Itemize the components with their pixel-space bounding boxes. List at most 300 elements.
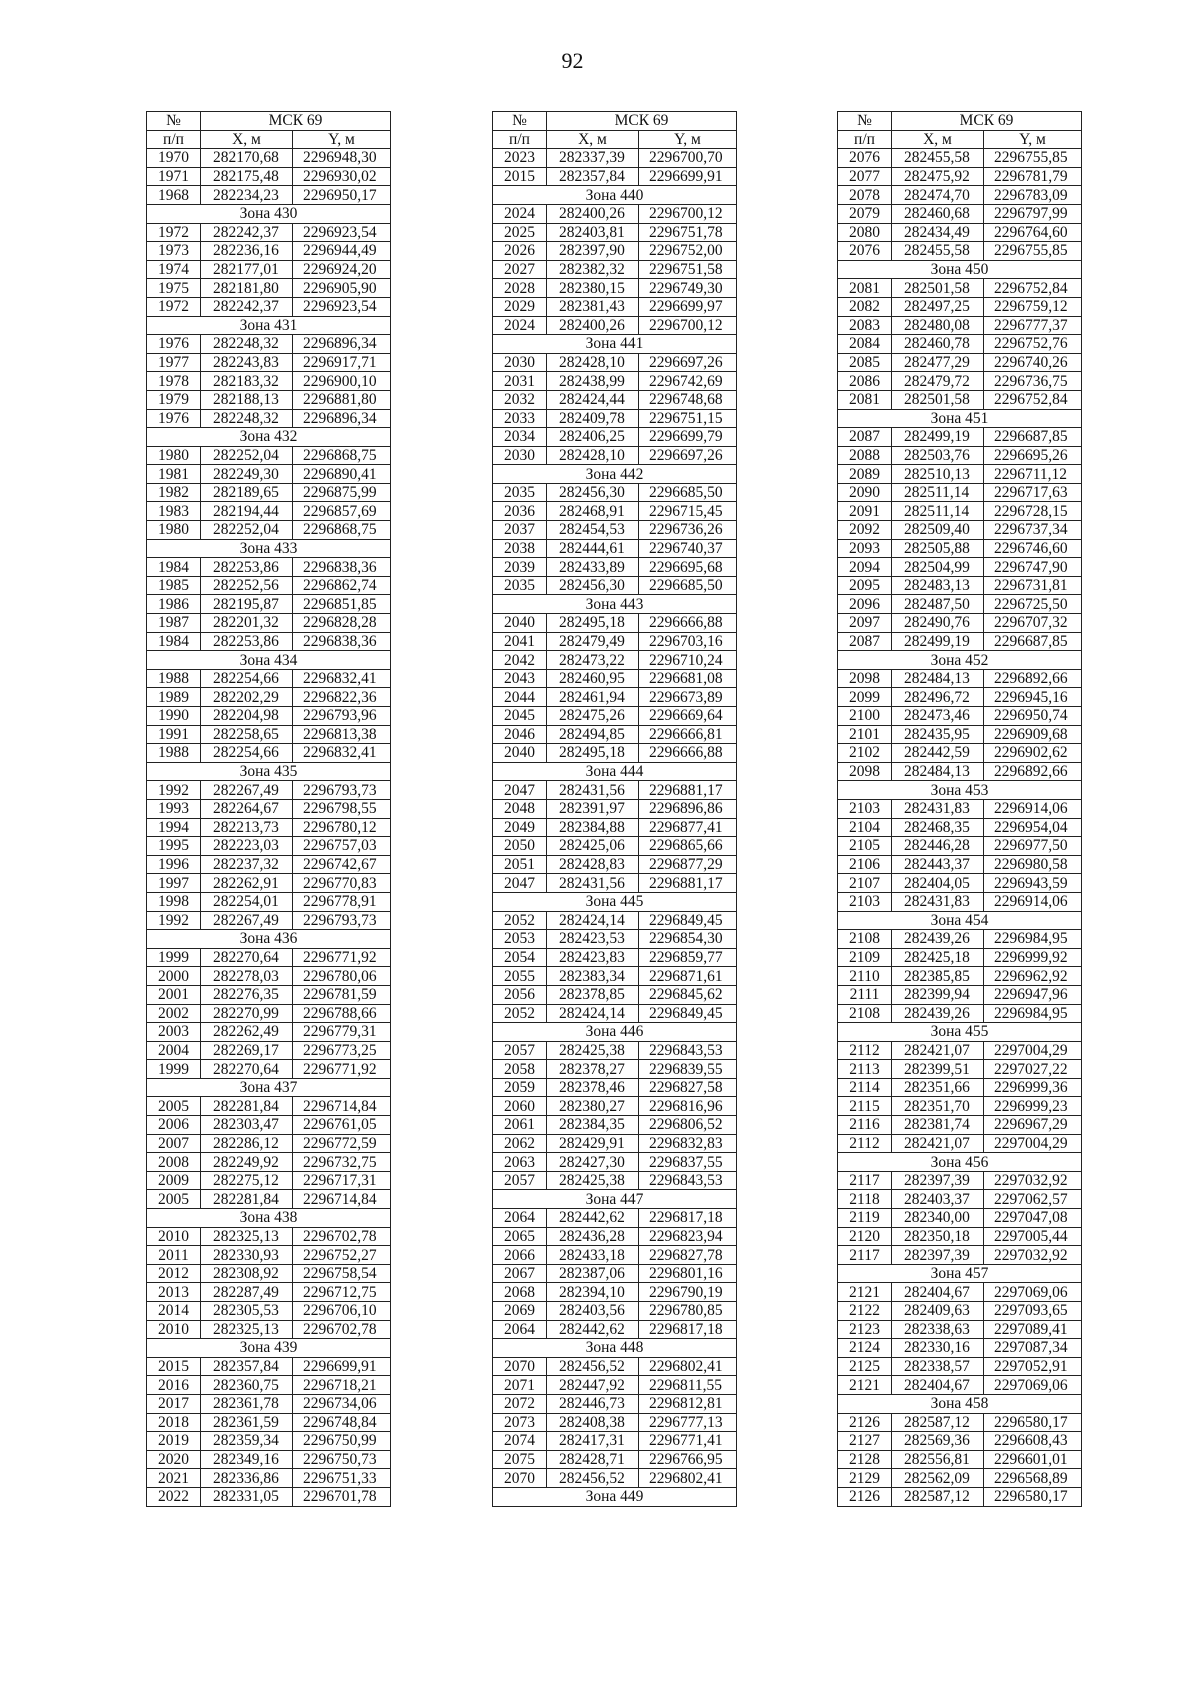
point-number: 1983 <box>147 502 201 521</box>
y-coordinate: 2296790,19 <box>639 1283 737 1302</box>
table-row <box>147 1004 391 1023</box>
x-coordinate: 282468,35 <box>892 818 984 837</box>
table-row <box>838 316 1082 335</box>
y-coordinate: 2296871,61 <box>639 967 737 986</box>
y-coordinate: 2296849,45 <box>639 911 737 930</box>
point-number: 2055 <box>493 967 547 986</box>
table-row <box>838 149 1082 168</box>
x-coordinate: 282336,86 <box>201 1469 293 1488</box>
point-number: 2045 <box>493 707 547 726</box>
table-row <box>493 1264 737 1283</box>
table-row <box>838 204 1082 223</box>
point-number: 2102 <box>838 744 892 763</box>
table-row <box>838 1413 1082 1432</box>
x-coordinate: 282424,44 <box>547 390 639 409</box>
point-number: 1994 <box>147 818 201 837</box>
table-row <box>838 632 1082 651</box>
table-row <box>493 855 737 874</box>
point-number: 2064 <box>493 1320 547 1339</box>
point-number: 2123 <box>838 1320 892 1339</box>
point-number: 2012 <box>147 1264 201 1283</box>
table-row <box>147 1116 391 1135</box>
table-row <box>838 1004 1082 1023</box>
point-number: 2035 <box>493 576 547 595</box>
table-row <box>493 204 737 223</box>
point-number: 2035 <box>493 483 547 502</box>
y-coordinate: 2296781,79 <box>984 167 1082 186</box>
point-number: 2092 <box>838 521 892 540</box>
table-row <box>838 614 1082 633</box>
y-coordinate: 2296746,60 <box>984 539 1082 558</box>
point-number: 1992 <box>147 911 201 930</box>
y-coordinate: 2296923,54 <box>293 297 391 316</box>
x-coordinate: 282350,18 <box>892 1227 984 1246</box>
zone-header-row <box>147 539 391 558</box>
point-number: 2054 <box>493 948 547 967</box>
point-number: 2115 <box>838 1097 892 1116</box>
point-number: 1988 <box>147 669 201 688</box>
table-row <box>147 892 391 911</box>
zone-label: Зона 430 <box>147 204 391 223</box>
zone-label: Зона 455 <box>838 1023 1082 1042</box>
header-num-pp: п/п <box>838 130 892 149</box>
x-coordinate: 282201,32 <box>201 614 293 633</box>
zone-header-row <box>493 595 737 614</box>
x-coordinate: 282361,59 <box>201 1413 293 1432</box>
x-coordinate: 282484,13 <box>892 669 984 688</box>
y-coordinate: 2296811,55 <box>639 1376 737 1395</box>
table-row <box>147 967 391 986</box>
y-coordinate: 2296766,95 <box>639 1450 737 1469</box>
x-coordinate: 282404,67 <box>892 1376 984 1395</box>
header-msk: МСК 69 <box>201 112 391 131</box>
table-row <box>147 725 391 744</box>
point-number: 1978 <box>147 372 201 391</box>
y-coordinate: 2296962,92 <box>984 967 1082 986</box>
x-coordinate: 282308,92 <box>201 1264 293 1283</box>
x-coordinate: 282496,72 <box>892 688 984 707</box>
x-coordinate: 282569,36 <box>892 1432 984 1451</box>
x-coordinate: 282237,32 <box>201 855 293 874</box>
x-coordinate: 282262,49 <box>201 1023 293 1042</box>
table-row <box>838 818 1082 837</box>
point-number: 2081 <box>838 390 892 409</box>
y-coordinate: 2296780,85 <box>639 1302 737 1321</box>
point-number: 2041 <box>493 632 547 651</box>
x-coordinate: 282189,65 <box>201 483 293 502</box>
point-number: 2126 <box>838 1487 892 1506</box>
y-coordinate: 2296859,77 <box>639 948 737 967</box>
table-row <box>838 669 1082 688</box>
y-coordinate: 2296736,75 <box>984 372 1082 391</box>
table-row <box>838 1097 1082 1116</box>
y-coordinate: 2296947,96 <box>984 985 1082 1004</box>
y-coordinate: 2296752,84 <box>984 279 1082 298</box>
x-coordinate: 282275,12 <box>201 1171 293 1190</box>
table-row <box>838 502 1082 521</box>
y-coordinate: 2296827,78 <box>639 1246 737 1265</box>
table-row <box>147 799 391 818</box>
y-coordinate: 2296742,69 <box>639 372 737 391</box>
y-coordinate: 2296838,36 <box>293 558 391 577</box>
y-coordinate: 2296788,66 <box>293 1004 391 1023</box>
x-coordinate: 282243,83 <box>201 353 293 372</box>
x-coordinate: 282403,37 <box>892 1190 984 1209</box>
y-coordinate: 2296923,54 <box>293 223 391 242</box>
y-coordinate: 2296707,32 <box>984 614 1082 633</box>
table-row <box>147 1432 391 1451</box>
y-coordinate: 2296757,03 <box>293 837 391 856</box>
y-coordinate: 2296718,21 <box>293 1376 391 1395</box>
y-coordinate: 2296930,02 <box>293 167 391 186</box>
y-coordinate: 2296881,17 <box>639 874 737 893</box>
x-coordinate: 282181,80 <box>201 279 293 298</box>
point-number: 2098 <box>838 762 892 781</box>
x-coordinate: 282387,06 <box>547 1264 639 1283</box>
x-coordinate: 282406,25 <box>547 428 639 447</box>
x-coordinate: 282447,92 <box>547 1376 639 1395</box>
x-coordinate: 282431,56 <box>547 781 639 800</box>
point-number: 2074 <box>493 1432 547 1451</box>
x-coordinate: 282439,26 <box>892 930 984 949</box>
point-number: 2051 <box>493 855 547 874</box>
y-coordinate: 2296865,66 <box>639 837 737 856</box>
table-row <box>147 1246 391 1265</box>
header-num-pp: п/п <box>147 130 201 149</box>
table-row <box>493 614 737 633</box>
y-coordinate: 2296780,12 <box>293 818 391 837</box>
table-row <box>147 167 391 186</box>
y-coordinate: 2296666,81 <box>639 725 737 744</box>
y-coordinate: 2296712,75 <box>293 1283 391 1302</box>
y-coordinate: 2296822,36 <box>293 688 391 707</box>
point-number: 2040 <box>493 614 547 633</box>
y-coordinate: 2296909,68 <box>984 725 1082 744</box>
table-row <box>838 242 1082 261</box>
point-number: 2003 <box>147 1023 201 1042</box>
y-coordinate: 2296725,50 <box>984 595 1082 614</box>
zone-header-row <box>838 260 1082 279</box>
table-row <box>493 353 737 372</box>
x-coordinate: 282269,17 <box>201 1041 293 1060</box>
table-row <box>838 1190 1082 1209</box>
x-coordinate: 282281,84 <box>201 1190 293 1209</box>
table-row <box>838 353 1082 372</box>
y-coordinate: 2296802,41 <box>639 1357 737 1376</box>
x-coordinate: 282325,13 <box>201 1227 293 1246</box>
x-coordinate: 282404,67 <box>892 1283 984 1302</box>
zone-header-row <box>838 1264 1082 1283</box>
y-coordinate: 2296868,75 <box>293 521 391 540</box>
x-coordinate: 282202,29 <box>201 688 293 707</box>
y-coordinate: 2296706,10 <box>293 1302 391 1321</box>
y-coordinate: 2296717,31 <box>293 1171 391 1190</box>
point-number: 2082 <box>838 297 892 316</box>
y-coordinate: 2296666,88 <box>639 744 737 763</box>
x-coordinate: 282439,26 <box>892 1004 984 1023</box>
y-coordinate: 2296685,50 <box>639 483 737 502</box>
y-coordinate: 2296905,90 <box>293 279 391 298</box>
y-coordinate: 2297093,65 <box>984 1302 1082 1321</box>
table-row <box>838 595 1082 614</box>
y-coordinate: 2296717,63 <box>984 483 1082 502</box>
y-coordinate: 2296687,85 <box>984 428 1082 447</box>
table-row <box>147 688 391 707</box>
table-row <box>147 837 391 856</box>
point-number: 2064 <box>493 1209 547 1228</box>
y-coordinate: 2297027,22 <box>984 1060 1082 1079</box>
table-row <box>493 316 737 335</box>
y-coordinate: 2296758,54 <box>293 1264 391 1283</box>
y-coordinate: 2296772,59 <box>293 1134 391 1153</box>
y-coordinate: 2296695,68 <box>639 558 737 577</box>
point-number: 2031 <box>493 372 547 391</box>
point-number: 2104 <box>838 818 892 837</box>
x-coordinate: 282249,92 <box>201 1153 293 1172</box>
table-row <box>838 1227 1082 1246</box>
table-row <box>838 1060 1082 1079</box>
point-number: 2052 <box>493 1004 547 1023</box>
zone-label: Зона 439 <box>147 1339 391 1358</box>
point-number: 2048 <box>493 799 547 818</box>
table-row <box>147 409 391 428</box>
point-number: 2036 <box>493 502 547 521</box>
table-row <box>838 446 1082 465</box>
x-coordinate: 282234,23 <box>201 186 293 205</box>
zone-header-row <box>493 1190 737 1209</box>
x-coordinate: 282477,29 <box>892 353 984 372</box>
y-coordinate: 2296770,83 <box>293 874 391 893</box>
table-row <box>493 1302 737 1321</box>
y-coordinate: 2296868,75 <box>293 446 391 465</box>
table-row <box>493 1432 737 1451</box>
table-row <box>147 558 391 577</box>
y-coordinate: 2296781,59 <box>293 985 391 1004</box>
y-coordinate: 2296984,95 <box>984 930 1082 949</box>
table-row <box>493 1320 737 1339</box>
table-row <box>838 521 1082 540</box>
zone-label: Зона 436 <box>147 930 391 949</box>
point-number: 2028 <box>493 279 547 298</box>
zone-header-row <box>493 465 737 484</box>
y-coordinate: 2296950,74 <box>984 707 1082 726</box>
x-coordinate: 282267,49 <box>201 911 293 930</box>
x-coordinate: 282499,19 <box>892 428 984 447</box>
x-coordinate: 282383,34 <box>547 967 639 986</box>
y-coordinate: 2296755,85 <box>984 242 1082 261</box>
x-coordinate: 282501,58 <box>892 390 984 409</box>
x-coordinate: 282338,57 <box>892 1357 984 1376</box>
table-row <box>493 297 737 316</box>
zone-label: Зона 442 <box>493 465 737 484</box>
x-coordinate: 282384,35 <box>547 1116 639 1135</box>
point-number: 2047 <box>493 874 547 893</box>
x-coordinate: 282403,56 <box>547 1302 639 1321</box>
table-row <box>838 1357 1082 1376</box>
table-row <box>147 744 391 763</box>
point-number: 2126 <box>838 1413 892 1432</box>
point-number: 1981 <box>147 465 201 484</box>
x-coordinate: 282442,62 <box>547 1320 639 1339</box>
y-coordinate: 2296914,06 <box>984 799 1082 818</box>
table-row <box>493 1246 737 1265</box>
point-number: 1982 <box>147 483 201 502</box>
y-coordinate: 2296568,89 <box>984 1469 1082 1488</box>
y-coordinate: 2296924,20 <box>293 260 391 279</box>
point-number: 2110 <box>838 967 892 986</box>
table-row <box>147 1302 391 1321</box>
point-number: 2014 <box>147 1302 201 1321</box>
point-number: 2007 <box>147 1134 201 1153</box>
y-coordinate: 2296759,12 <box>984 297 1082 316</box>
table-row <box>147 279 391 298</box>
point-number: 2070 <box>493 1357 547 1376</box>
point-number: 2066 <box>493 1246 547 1265</box>
x-coordinate: 282361,78 <box>201 1394 293 1413</box>
x-coordinate: 282188,13 <box>201 390 293 409</box>
table-row <box>147 1487 391 1506</box>
zone-header-row <box>147 930 391 949</box>
y-coordinate: 2296748,68 <box>639 390 737 409</box>
point-number: 2112 <box>838 1041 892 1060</box>
zone-header-row <box>838 651 1082 670</box>
point-number: 2040 <box>493 744 547 763</box>
zone-header-row <box>838 1153 1082 1172</box>
zone-label: Зона 457 <box>838 1264 1082 1283</box>
y-coordinate: 2296828,28 <box>293 614 391 633</box>
table-row <box>493 688 737 707</box>
x-coordinate: 282403,81 <box>547 223 639 242</box>
x-coordinate: 282399,51 <box>892 1060 984 1079</box>
table-row <box>838 558 1082 577</box>
point-number: 2070 <box>493 1469 547 1488</box>
point-number: 2005 <box>147 1097 201 1116</box>
x-coordinate: 282378,46 <box>547 1078 639 1097</box>
zone-header-row <box>147 428 391 447</box>
point-number: 2068 <box>493 1283 547 1302</box>
x-coordinate: 282400,26 <box>547 316 639 335</box>
x-coordinate: 282253,86 <box>201 632 293 651</box>
x-coordinate: 282351,66 <box>892 1078 984 1097</box>
table-row <box>147 502 391 521</box>
y-coordinate: 2297004,29 <box>984 1134 1082 1153</box>
x-coordinate: 282391,97 <box>547 799 639 818</box>
zone-label: Зона 448 <box>493 1339 737 1358</box>
point-number: 2113 <box>838 1060 892 1079</box>
zone-label: Зона 434 <box>147 651 391 670</box>
x-coordinate: 282330,93 <box>201 1246 293 1265</box>
zone-label: Зона 441 <box>493 335 737 354</box>
point-number: 2015 <box>147 1357 201 1376</box>
table-row <box>838 1283 1082 1302</box>
table-row <box>147 1357 391 1376</box>
y-coordinate: 2297052,91 <box>984 1357 1082 1376</box>
table-row <box>147 1413 391 1432</box>
table-row <box>147 1023 391 1042</box>
y-coordinate: 2296837,55 <box>639 1153 737 1172</box>
table-row <box>493 911 737 930</box>
y-coordinate: 2296700,12 <box>639 316 737 335</box>
zone-label: Зона 437 <box>147 1078 391 1097</box>
x-coordinate: 282497,25 <box>892 297 984 316</box>
point-number: 2108 <box>838 930 892 949</box>
y-coordinate: 2296710,24 <box>639 651 737 670</box>
x-coordinate: 282382,32 <box>547 260 639 279</box>
x-coordinate: 282195,87 <box>201 595 293 614</box>
point-number: 2129 <box>838 1469 892 1488</box>
y-coordinate: 2296685,50 <box>639 576 737 595</box>
zone-header-row <box>493 762 737 781</box>
table-row <box>838 297 1082 316</box>
x-coordinate: 282442,62 <box>547 1209 639 1228</box>
point-number: 2004 <box>147 1041 201 1060</box>
x-coordinate: 282385,85 <box>892 967 984 986</box>
table-row <box>493 167 737 186</box>
y-coordinate: 2296798,55 <box>293 799 391 818</box>
table-row <box>493 576 737 595</box>
zone-header-row <box>838 911 1082 930</box>
point-number: 1992 <box>147 781 201 800</box>
y-coordinate: 2296779,31 <box>293 1023 391 1042</box>
point-number: 2086 <box>838 372 892 391</box>
y-coordinate: 2296851,85 <box>293 595 391 614</box>
table-row <box>147 576 391 595</box>
x-coordinate: 282380,15 <box>547 279 639 298</box>
table-row <box>838 1469 1082 1488</box>
point-number: 1973 <box>147 242 201 261</box>
zone-label: Зона 431 <box>147 316 391 335</box>
point-number: 2013 <box>147 1283 201 1302</box>
point-number: 2072 <box>493 1394 547 1413</box>
point-number: 2075 <box>493 1450 547 1469</box>
x-coordinate: 282473,46 <box>892 707 984 726</box>
zone-label: Зона 446 <box>493 1023 737 1042</box>
table-row <box>493 1394 737 1413</box>
table-row <box>147 335 391 354</box>
x-coordinate: 282487,50 <box>892 595 984 614</box>
point-number: 1975 <box>147 279 201 298</box>
point-number: 2103 <box>838 799 892 818</box>
y-coordinate: 2296783,09 <box>984 186 1082 205</box>
table-row <box>838 1041 1082 1060</box>
table-row <box>147 1041 391 1060</box>
y-coordinate: 2296715,45 <box>639 502 737 521</box>
table-row <box>493 1078 737 1097</box>
point-number: 2108 <box>838 1004 892 1023</box>
table-row <box>493 1041 737 1060</box>
point-number: 1980 <box>147 521 201 540</box>
x-coordinate: 282511,14 <box>892 502 984 521</box>
point-number: 2078 <box>838 186 892 205</box>
point-number: 2037 <box>493 521 547 540</box>
y-coordinate: 2296750,99 <box>293 1432 391 1451</box>
y-coordinate: 2296601,01 <box>984 1450 1082 1469</box>
table-row <box>838 948 1082 967</box>
x-coordinate: 282424,14 <box>547 911 639 930</box>
point-number: 2009 <box>147 1171 201 1190</box>
point-number: 1970 <box>147 149 201 168</box>
point-number: 2016 <box>147 1376 201 1395</box>
table-row <box>147 1283 391 1302</box>
y-coordinate: 2297005,44 <box>984 1227 1082 1246</box>
point-number: 2077 <box>838 167 892 186</box>
point-number: 2089 <box>838 465 892 484</box>
x-coordinate: 282429,91 <box>547 1134 639 1153</box>
x-coordinate: 282428,10 <box>547 353 639 372</box>
x-coordinate: 282456,52 <box>547 1469 639 1488</box>
point-number: 2125 <box>838 1357 892 1376</box>
table-row <box>147 1227 391 1246</box>
